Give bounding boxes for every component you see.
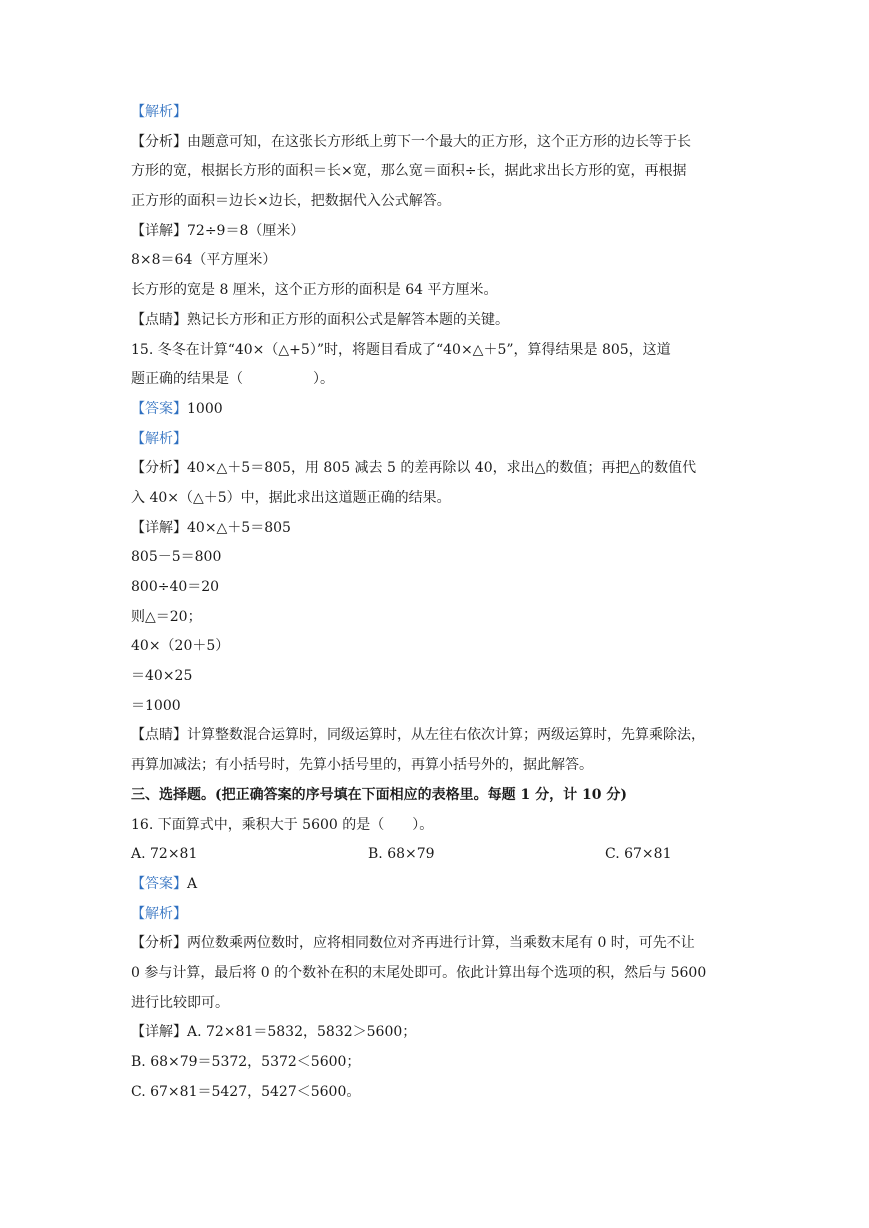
answer-text: 1000 (187, 400, 223, 417)
dianjing-text: 熟记长方形和正方形的面积公式是解答本题的关键。 (187, 311, 509, 328)
q16-xiangjie-line-3: C. 67×81＝5427，5427＜5600。 (131, 1083, 361, 1100)
dianjing-tag: 【点睛】 (131, 311, 187, 328)
q16-fenxi-line-3: 进行比较即可。 (131, 994, 229, 1011)
q16-answer-line (131, 870, 741, 900)
q14-fenxi-line-1 (131, 128, 741, 158)
q14-jiexi-label: 【解析】 (131, 104, 187, 120)
xiangjie-tag: 【详解】 (131, 222, 187, 239)
answer-tag: 【答案】 (131, 400, 187, 417)
q15-answer-line (131, 395, 741, 425)
answer-text: A (187, 875, 198, 892)
q16-fenxi-line-1 (131, 929, 741, 959)
fenxi-text: 40×△＋5＝805，用 805 减去 5 的差再除以 40，求出△的数值；再把△的数值代 (187, 460, 697, 477)
q15-xiangjie-line-2: 805－5＝800 (131, 549, 222, 566)
q15-xiangjie-line-4: 则△＝20； (131, 608, 202, 625)
fenxi-tag: 【分析】 (131, 133, 187, 150)
xiangjie-tag: 【详解】 (131, 1024, 187, 1041)
q16-xiangjie-line-1 (131, 1018, 741, 1048)
document-page (131, 98, 741, 1107)
q14-dianjing-line-1 (131, 306, 741, 336)
q16-fenxi-line-2: 0 参与计算，最后将 0 的个数补在积的末尾处即可。依此计算出每个选项的积，然后与 5600 (131, 964, 707, 981)
q15-dianjing-line-1 (131, 721, 741, 751)
q15-fenxi-line-1 (131, 454, 741, 484)
fenxi-tag: 【分析】 (131, 935, 187, 952)
q15-question-line-1: 15. 冬冬在计算“40×（△+5）”时，将题目看成了“40×△＋5”，算得结果是 805，这道 (131, 341, 671, 358)
q14-xiangjie-line-3: 长方形的宽是 8 厘米，这个正方形的面积是 64 平方厘米。 (131, 282, 498, 299)
xiangjie-tag: 【详解】 (131, 519, 187, 536)
q16-options (131, 840, 741, 870)
option-a: A. 72×81 (131, 846, 198, 863)
q15-xiangjie-line-5: 40×（20＋5） (131, 638, 230, 655)
fenxi-text: 由题意可知，在这张长方形纸上剪下一个最大的正方形，这个正方形的边长等于长 (187, 133, 691, 150)
xiangjie-text: 72÷9＝8（厘米） (187, 222, 305, 239)
q15-fenxi-line-2: 入 40×（△＋5）中，据此求出这道题正确的结果。 (131, 489, 451, 506)
xiangjie-text: 40×△＋5＝805 (187, 519, 291, 536)
q14-xiangjie-line-1 (131, 217, 741, 247)
fenxi-text: 两位数乘两位数时，应将相同数位对齐再进行计算，当乘数末尾有 0 时，可先不让 (187, 935, 695, 952)
q15-xiangjie-line-6: ＝40×25 (131, 668, 193, 685)
q15-xiangjie-line-3: 800÷40＝20 (131, 579, 220, 595)
q14-fenxi-line-3: 正方形的面积＝边长×边长，把数据代入公式解答。 (131, 193, 451, 210)
q14-xiangjie-line-2: 8×8＝64（平方厘米） (131, 252, 277, 269)
q15-jiexi-label: 【解析】 (131, 430, 187, 447)
q15-xiangjie-line-7: ＝1000 (131, 697, 181, 714)
dianjing-tag: 【点睛】 (131, 727, 187, 744)
option-c: C. 67×81 (605, 846, 672, 863)
dianjing-text: 计算整数混合运算时，同级运算时，从左往右依次计算；两级运算时，先算乘除法， (187, 727, 705, 744)
xiangjie-text: A. 72×81＝5832，5832＞5600； (187, 1024, 417, 1041)
option-b: B. 68×79 (368, 846, 435, 863)
q15-xiangjie-line-1 (131, 514, 741, 544)
section-heading: 三、选择题。(把正确答案的序号填在下面相应的表格里。每题 1 分，计 10 分) (131, 786, 627, 803)
q16-jiexi-label: 【解析】 (131, 905, 187, 922)
q16-question: 16. 下面算式中，乘积大于 5600 的是（ ）。 (131, 816, 434, 833)
q15-question-line-2: 题正确的结果是（ ）。 (131, 371, 334, 388)
q14-fenxi-line-2: 方形的宽，根据长方形的面积＝长×宽，那么宽＝面积÷长，据此求出长方形的宽，再根据 (131, 163, 687, 180)
q15-dianjing-line-2: 再算加减法；有小括号时，先算小括号里的，再算小括号外的，据此解答。 (131, 757, 593, 774)
answer-tag: 【答案】 (131, 875, 187, 892)
q16-xiangjie-line-2: B. 68×79＝5372，5372＜5600； (131, 1054, 361, 1070)
fenxi-tag: 【分析】 (131, 460, 187, 477)
